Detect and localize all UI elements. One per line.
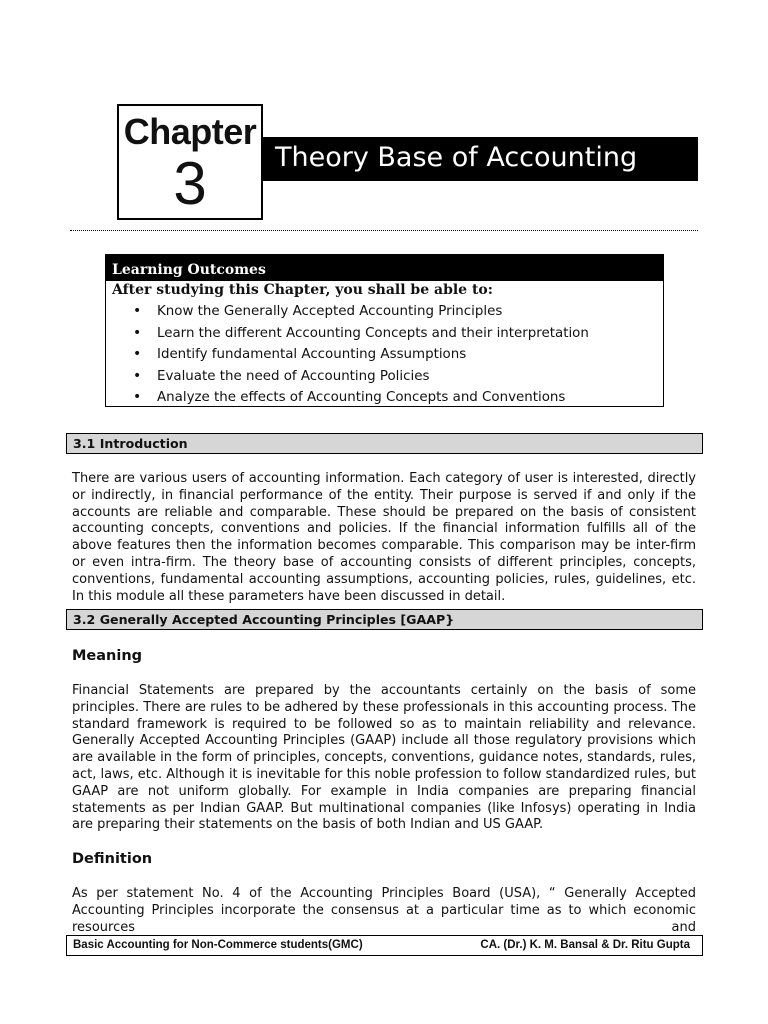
section-heading-gaap: 3.2 Generally Accepted Accounting Principles [GAAP}: [66, 609, 703, 630]
meaning-heading: Meaning: [72, 648, 143, 664]
learning-outcomes-intro: After studying this Chapter, you shall be able to:: [112, 282, 493, 298]
dotted-divider: [70, 230, 698, 231]
outcome-text: Evaluate the need of Accounting Policies: [157, 368, 430, 384]
learning-outcomes-box: [105, 254, 664, 407]
bullet-icon: •: [133, 367, 142, 384]
list-item: [106, 323, 663, 345]
bullet-icon: •: [133, 389, 142, 405]
footer-book-title: Basic Accounting for Non-Commerce students(GMC): [73, 939, 363, 951]
learning-outcomes-heading: Learning Outcomes: [106, 255, 663, 281]
list-item: [106, 344, 663, 366]
list-item: [106, 301, 663, 323]
definition-paragraph: As per statement No. 4 of the Accounting Principles Board (USA), “ Generally Accepted Accounting Principles incorporate the consensus at a particular time as to which economic resources and: [72, 886, 696, 935]
outcome-text: Analyze the effects of Accounting Concepts and Conventions: [157, 390, 566, 405]
introduction-paragraph: There are various users of accounting information. Each category of user is interested, directly or indirectly, in financial performance of the entity. Their purpose is served if and only if the accounts are reliable and comparable. These should be prepared on the basis of consistent accounting concepts, conventions and policies. If the financial information fulfills all of the above features then the information becomes comparable. This comparison may be inter-firm or even intra-firm. The theory base of accounting consists of different principles, concepts, conventions, fundamental accounting assumptions, accounting policies, rules, guidelines, etc. In this module all these parameters have been discussed in detail.: [72, 471, 696, 604]
definition-heading: Definition: [72, 851, 153, 867]
chapter-number: 3: [173, 150, 207, 217]
bullet-icon: •: [133, 346, 142, 362]
section-heading-introduction: 3.1 Introduction: [66, 433, 703, 454]
meaning-paragraph: Financial Statements are prepared by the accountants certainly on the basis of some principles. There are rules to be adhered by these professionals in this accounting process. The standard framework is required to be followed so as to maintain reliability and relevance. Generally Accepted Accounting Principles (GAAP) include all those regulatory provisions which are available in the form of principles, concepts, conventions, guidance notes, standards, rules, act, laws, etc. Although it is inevitable for this noble profession to follow standardized rules, but GAAP are not uniform globally. For example in India companies are preparing financial statements as per Indian GAAP. But multinational companies (like Infosys) operating in India are preparing their statements on the basis of both Indian and US GAAP.: [72, 683, 696, 833]
chapter-label: Chapter: [123, 111, 257, 152]
outcome-text: Know the Generally Accepted Accounting Principles: [157, 304, 503, 319]
chapter-title: Theory Base of Accounting: [263, 137, 698, 181]
bullet-icon: •: [133, 303, 142, 319]
bullet-icon: •: [133, 324, 142, 341]
list-item: [106, 366, 663, 388]
chapter-number-box: [117, 104, 263, 220]
outcome-text: Identify fundamental Accounting Assumptions: [157, 347, 467, 362]
outcome-text: Learn the different Accounting Concepts and their interpretation: [157, 325, 589, 341]
learning-outcomes-list: [106, 301, 663, 409]
page-footer: [66, 935, 703, 956]
footer-authors: CA. (Dr.) K. M. Bansal & Dr. Ritu Gupta: [480, 939, 690, 951]
list-item: [106, 387, 663, 409]
